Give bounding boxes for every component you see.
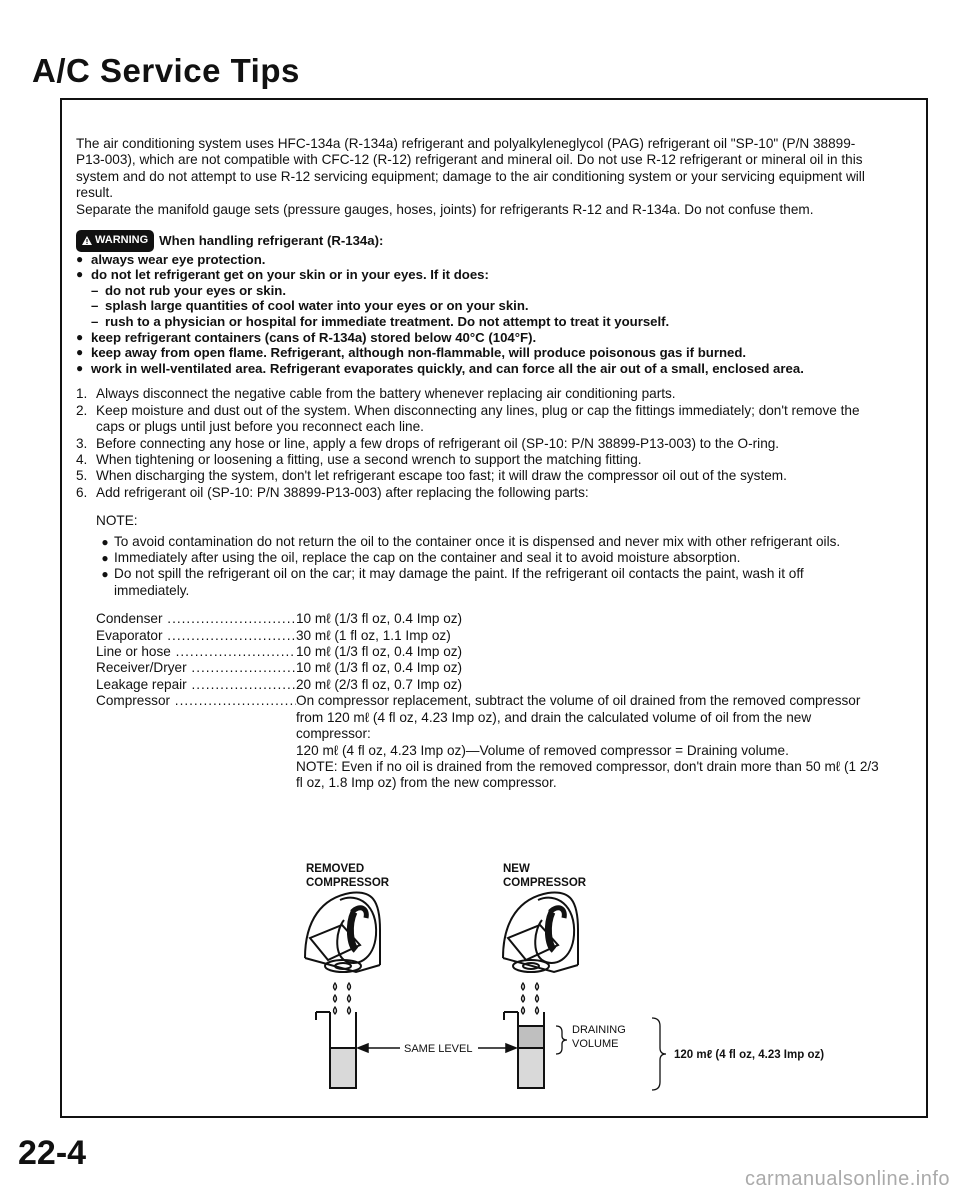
warning-subitem: – rush to a physician or hospital for immediate treatment. Do not attempt to treat it yourself. xyxy=(91,314,670,329)
draining-bracket xyxy=(556,1026,567,1054)
page-number: 22-4 xyxy=(18,1134,87,1172)
warning-badge: WARNING xyxy=(76,230,154,252)
new-oil-drops xyxy=(522,983,539,1014)
compressor-instruction: On compressor replacement, subtract the volume of oil drained from the removed compressor from 120 mℓ (4 fl oz, 4.23 Imp oz), and drain the calculated volume of oil from the new compressor: xyxy=(296,693,861,742)
new-compressor-icon xyxy=(503,892,578,972)
compressor-formula: 120 mℓ (4 fl oz, 4.23 Imp oz)—Volume of removed compressor = Draining volume. xyxy=(296,742,789,758)
note-item: ● Immediately after using the oil, replace the cap on the container and seal it to avoid moisture absorption. xyxy=(101,550,741,566)
amount-row: Receiver/Dryer ..... 10 mℓ (1/3 fl oz, 0.4 Imp oz) xyxy=(96,660,880,676)
amount-row: Condenser ..... 10 mℓ (1/3 fl oz, 0.4 Imp oz) xyxy=(96,611,880,627)
warning-subitem: – do not rub your eyes or skin. xyxy=(91,282,286,298)
new-label-2: COMPRESSOR xyxy=(503,877,587,889)
removed-label-1: REMOVED xyxy=(306,863,365,875)
compressor-note: NOTE: Even if no oil is drained from the removed compressor, don't drain more than 50 mℓ (1 2/3 fl oz, 1.8 Imp oz) from the new compressor. xyxy=(296,758,879,791)
warning-item: ● work in well-ventilated area. Refrigerant evaporates quickly, and can force all the air out of a small, enclosed area. xyxy=(76,360,804,376)
same-level-label: SAME LEVEL xyxy=(404,1043,473,1055)
removed-oil-drops xyxy=(334,983,351,1014)
warning-heading: When handling refrigerant (R-134a): xyxy=(159,233,384,249)
step-item: 1. Always disconnect the negative cable from the battery whenever replacing air conditioning parts. xyxy=(76,386,676,402)
warning-item: ● keep away from open flame. Refrigerant, although non-flammable, will produce poisonous gas if burned. xyxy=(76,345,747,361)
intro-paragraph: The air conditioning system uses HFC-134a (R-134a) refrigerant and polyalkyleneglycol (PAG) refrigerant oil "SP-10" (P/N 38899-P13-003), which are not compatible with CFC-12 (R-12) refrigerant and mineral oil. Do not use R-12 refrigerant or mineral oil in this system and do not attempt to use R-12 servicing equipment; damage to the air conditioning system or your servicing equipment will result. xyxy=(76,136,865,201)
warning-subitem: – splash large quantities of cool water into your eyes or on your skin. xyxy=(91,298,529,314)
step-item: 5. When discharging the system, don't let refrigerant escape too fast; it will draw the compressor oil out of the system. xyxy=(76,468,787,484)
amount-row: Leakage repair ..... 20 mℓ (2/3 fl oz, 0.7 Imp oz) xyxy=(96,677,880,693)
draining-label-2: VOLUME xyxy=(572,1038,619,1050)
step-item: 6. Add refrigerant oil (SP-10: P/N 38899-P13-003) after replacing the following parts: xyxy=(76,484,589,500)
step-item: 4. When tightening or loosening a fitting, use a second wrench to support the matching fitting. xyxy=(76,452,642,467)
new-label-1: NEW xyxy=(503,863,530,875)
amount-row: Line or hose ..... 10 mℓ (1/3 fl oz, 0.4 Imp oz) xyxy=(96,644,880,660)
page-title: A/C Service Tips xyxy=(32,52,300,89)
total-volume-label: 120 mℓ (4 fl oz, 4.23 Imp oz) xyxy=(674,1049,825,1061)
draining-label-1: DRAINING xyxy=(572,1024,626,1036)
removed-label-2: COMPRESSOR xyxy=(306,877,390,889)
watermark: carmanualsonline.info xyxy=(744,1168,950,1190)
warning-item: ● always wear eye protection. xyxy=(76,251,266,267)
intro-paragraph: Separate the manifold gauge sets (pressure gauges, hoses, joints) for refrigerants R-12 and R-134a. Do not confuse them. xyxy=(76,201,814,217)
note-item: ● To avoid contamination do not return the oil to the container once it is dispensed and never mix with other refrigerant oils. xyxy=(101,533,841,549)
warning-item: ● do not let refrigerant get on your skin or in your eyes. If it does: xyxy=(76,267,489,283)
note-label: NOTE: xyxy=(96,513,138,529)
amount-row: Evaporator ..... 30 mℓ (1 fl oz, 1.1 Imp oz) xyxy=(96,628,880,644)
step-item: 2. Keep moisture and dust out of the system. When disconnecting any lines, plug or cap the fittings immediately; don't remove the caps or plugs until just before you reconnect each line. xyxy=(76,402,860,435)
amount-row: Compressor ..... On compressor replacement, subtract the volume of oil drained from the removed compressor from 120 mℓ (4 fl oz, 4.23 Imp oz), and drain the calculated volume of oil from the new compressor: 120 mℓ (4 fl oz, 4.23 Imp oz)—Volume of removed compressor = Draining volume. NOTE: Even if no oil is drained from the removed compressor, don't drain more than 50 mℓ (1 2/3 fl oz, 1.8 Imp oz) from the new compressor. xyxy=(96,693,880,791)
warning-item: ● keep refrigerant containers (cans of R-134a) stored below 40°C (104°F). xyxy=(76,329,537,345)
step-item: 3. Before connecting any hose or line, apply a few drops of refrigerant oil (SP-10: P/N 38899-P13-003) to the O-ring. xyxy=(76,435,780,451)
removed-measuring-cup xyxy=(316,1012,356,1088)
removed-compressor-icon xyxy=(305,892,380,972)
total-bracket xyxy=(652,1018,666,1090)
note-item: ● Do not spill the refrigerant oil on the car; it may damage the paint. If the refrigerant oil contacts the paint, wash it off immediately. xyxy=(101,566,804,598)
